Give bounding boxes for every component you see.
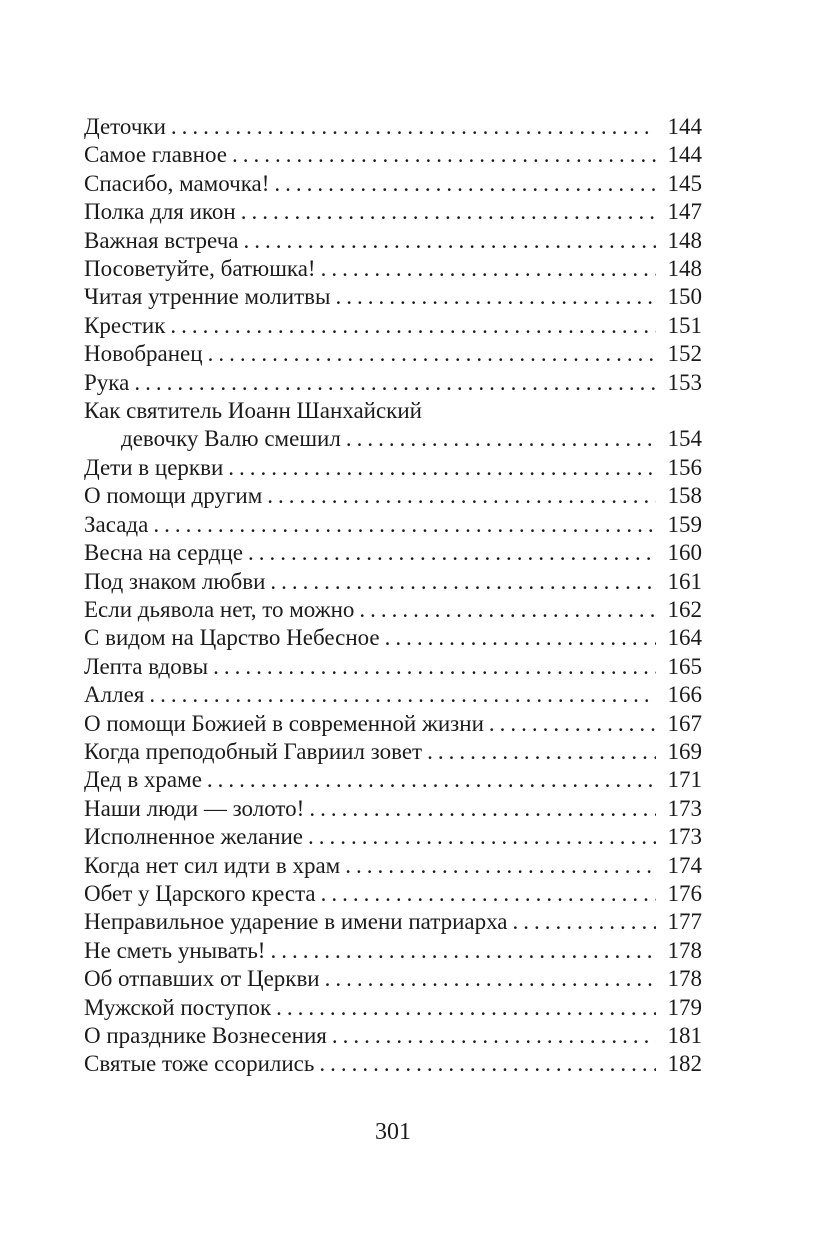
dot-leader <box>427 738 656 766</box>
toc-entry-title: О празднике Вознесения <box>84 1023 327 1048</box>
dot-leader <box>213 653 656 681</box>
toc-entry-page: 148 <box>667 256 702 282</box>
dot-leader <box>241 198 656 226</box>
toc-row <box>84 113 702 141</box>
toc-entry-page: 179 <box>667 994 702 1020</box>
dot-leader <box>153 511 656 539</box>
toc-row <box>84 340 702 368</box>
toc-entry-page: 182 <box>667 1051 702 1077</box>
dot-leader <box>321 880 656 908</box>
dot-leader <box>513 908 657 936</box>
toc-row <box>84 397 702 425</box>
toc-entry-page: 160 <box>667 540 702 566</box>
toc-row <box>84 766 702 794</box>
toc-entry-title: Если дьявола нет, то можно <box>84 596 355 622</box>
toc-row <box>84 908 702 936</box>
toc-entry-page: 151 <box>667 312 702 338</box>
dot-leader <box>276 994 656 1022</box>
toc-entry-title: С видом на Царство Небесное <box>84 625 380 651</box>
toc-entry-title: Самое главное <box>84 142 227 168</box>
toc-entry-title: Дед в храме <box>84 767 202 793</box>
toc-row <box>84 198 702 226</box>
toc-entry-title: Исполненное желание <box>84 824 303 850</box>
dot-leader <box>345 852 656 880</box>
toc-entry-page: 153 <box>667 369 702 395</box>
toc-entry-title: Когда преподобный Гавриил зовет <box>84 738 423 764</box>
toc-entry-title: Крестик <box>84 312 166 338</box>
toc-entry-page: 158 <box>667 483 702 509</box>
toc-list <box>84 113 702 1079</box>
toc-row <box>84 937 702 965</box>
dot-leader <box>325 965 656 993</box>
toc-entry-page: 174 <box>667 852 702 878</box>
toc-row <box>84 1022 702 1050</box>
toc-row <box>84 965 702 993</box>
toc-entry-page: 165 <box>667 653 702 679</box>
toc-row <box>84 1050 702 1078</box>
toc-row <box>84 141 702 169</box>
toc-entry-title: Дети в церкви <box>84 454 224 480</box>
toc-entry-page: 171 <box>667 767 702 793</box>
toc-entry-page: 169 <box>667 738 702 764</box>
dot-leader <box>489 710 656 738</box>
dot-leader <box>346 425 656 453</box>
toc-row <box>84 482 702 510</box>
dot-leader <box>309 795 656 823</box>
toc-entry-page: 161 <box>667 568 702 594</box>
dot-leader <box>248 539 656 567</box>
toc-entry-page: 178 <box>667 937 702 963</box>
toc-row <box>84 283 702 311</box>
toc-entry-page: 156 <box>667 454 702 480</box>
toc-row <box>84 994 702 1022</box>
toc-entry-page: 152 <box>667 341 702 367</box>
toc-entry-page: 166 <box>667 682 702 708</box>
dot-leader <box>171 113 656 141</box>
toc-entry-title: Лепта вдовы <box>84 653 209 679</box>
dot-leader <box>308 823 656 851</box>
toc-entry-page: 154 <box>667 426 702 452</box>
toc-entry-title: Когда нет сил идти в храм <box>84 852 341 878</box>
toc-entry-page: 147 <box>667 199 702 225</box>
toc-row <box>84 568 702 596</box>
toc-entry-title: Спасибо, мамочка! <box>84 170 270 196</box>
toc-row <box>84 880 702 908</box>
toc-entry-title: О помощи другим <box>84 483 263 509</box>
toc-row <box>84 823 702 851</box>
toc-entry-page: 167 <box>667 710 702 736</box>
toc-row <box>84 624 702 652</box>
dot-leader <box>385 624 656 652</box>
toc-entry-title: Важная встреча <box>84 227 239 253</box>
toc-row <box>84 653 702 681</box>
toc-entry-page: 145 <box>667 170 702 196</box>
toc-entry-page: 176 <box>667 880 702 906</box>
dot-leader <box>332 1022 656 1050</box>
toc-entry-title: Читая утренние молитвы <box>84 284 331 310</box>
page-number: 301 <box>375 1119 411 1145</box>
toc-entry-page: 178 <box>667 966 702 992</box>
toc-entry-title: Аллея <box>84 682 145 708</box>
dot-leader <box>149 681 656 709</box>
toc-row <box>84 710 702 738</box>
toc-row <box>84 454 702 482</box>
toc-entry-page: 144 <box>667 114 702 139</box>
toc-entry-title: Неправильное ударение в имени патриарха <box>84 909 508 935</box>
toc-row <box>84 852 702 880</box>
toc-row <box>84 738 702 766</box>
dot-leader <box>232 141 656 169</box>
dot-leader <box>267 482 656 510</box>
toc-entry-title: Посоветуйте, батюшка! <box>84 256 316 282</box>
toc-entry-page: 162 <box>667 596 702 622</box>
toc-row <box>84 170 702 198</box>
toc-entry-title-continuation: девочку Валю смешил <box>121 426 341 452</box>
toc-entry-page: 181 <box>667 1023 702 1048</box>
toc-entry-title: Под знаком любви <box>84 568 266 594</box>
toc-row <box>84 795 702 823</box>
toc-entry-title: Рука <box>84 369 130 395</box>
toc-entry-title: Мужской поступок <box>84 994 272 1020</box>
toc-row <box>84 596 702 624</box>
dot-leader <box>270 937 656 965</box>
toc-entry-title: Наши люди — золото! <box>84 795 305 821</box>
toc-entry-title: Засада <box>84 511 149 537</box>
dot-leader <box>274 170 656 198</box>
toc-entry-title: Новобранец <box>84 341 203 367</box>
toc-entry-title: Полка для икон <box>84 199 236 225</box>
toc-entry-page: 150 <box>667 284 702 310</box>
toc-entry-title: Как святитель Иоанн Шанхайский <box>84 398 422 424</box>
toc-entry-page: 173 <box>667 795 702 821</box>
dot-leader <box>134 369 656 397</box>
dot-leader <box>207 766 656 794</box>
dot-leader <box>208 340 656 368</box>
toc-entry-page: 159 <box>667 511 702 537</box>
toc-row <box>84 539 702 567</box>
toc-row <box>84 312 702 340</box>
toc-entry-title: О помощи Божией в современной жизни <box>84 710 484 736</box>
toc-row <box>84 681 702 709</box>
toc-row <box>84 255 702 283</box>
toc-row <box>84 511 702 539</box>
toc-entry-title: Не сметь унывать! <box>84 937 266 963</box>
toc-row <box>84 369 702 397</box>
toc-entry-page: 164 <box>667 625 702 651</box>
toc-entry-title: Весна на сердце <box>84 540 243 566</box>
toc-entry-page: 144 <box>667 142 702 168</box>
dot-leader <box>228 454 656 482</box>
dot-leader <box>170 312 656 340</box>
toc-entry-title: Святые тоже ссорились <box>84 1051 315 1077</box>
toc-row <box>84 425 702 453</box>
dot-leader <box>319 1050 656 1078</box>
dot-leader <box>359 596 656 624</box>
toc-entry-page: 148 <box>667 227 702 253</box>
dot-leader <box>270 568 656 596</box>
dot-leader <box>243 227 656 255</box>
toc-entry-title: Обет у Царского креста <box>84 880 316 906</box>
dot-leader <box>335 283 656 311</box>
toc-entry-title: Деточки <box>84 114 166 139</box>
toc-entry-page: 177 <box>667 909 702 935</box>
toc-entry-page: 173 <box>667 824 702 850</box>
toc-entry-title: Об отпавших от Церкви <box>84 966 320 992</box>
toc-row <box>84 227 702 255</box>
dot-leader <box>321 255 656 283</box>
